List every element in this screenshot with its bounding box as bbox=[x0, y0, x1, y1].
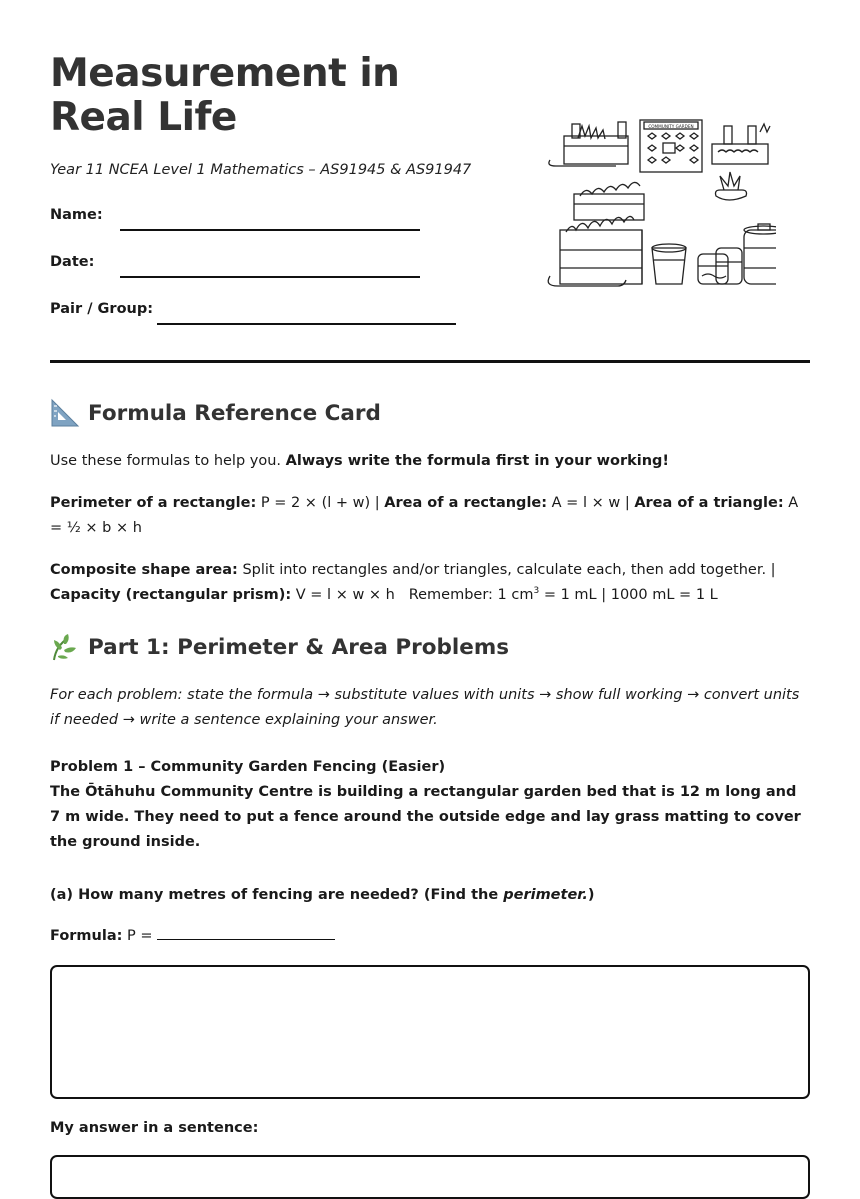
date-label: Date: bbox=[50, 254, 95, 270]
formula-card-title: Formula Reference Card bbox=[88, 400, 381, 426]
part1-instructions: For each problem: state the formula → substitute values with units → show full working → convert units if needed → write a sentence explaining your answer. bbox=[50, 687, 800, 728]
working-box[interactable] bbox=[50, 965, 810, 1099]
set-square-icon bbox=[50, 398, 80, 428]
barrel bbox=[744, 224, 776, 284]
formula-card-heading bbox=[50, 398, 381, 428]
question-a bbox=[50, 883, 810, 908]
question-a-keyword: perimeter. bbox=[503, 887, 588, 903]
perimeter-label: Perimeter of a rectangle: bbox=[50, 495, 257, 511]
composite-text: Split into rectangles and/or triangles, calculate each, then add together. bbox=[242, 562, 767, 578]
reminder-prefix: Remember: 1 cm bbox=[408, 587, 534, 603]
formula-intro-emphasis: Always write the formula first in your working! bbox=[285, 453, 670, 469]
area-rect-label: Area of a rectangle: bbox=[384, 495, 548, 511]
area-tri-formula: A = ½ × b × h bbox=[50, 495, 799, 536]
part1-title: Part 1: Perimeter & Area Problems bbox=[88, 634, 510, 660]
reminder-superscript: 3 bbox=[533, 586, 540, 597]
page-subtitle: Year 11 NCEA Level 1 Mathematics – AS91945 & AS91947 bbox=[50, 162, 472, 178]
area-tri-label: Area of a triangle: bbox=[634, 495, 784, 511]
planter-top-right bbox=[712, 124, 770, 164]
leaf-icon bbox=[50, 632, 80, 662]
formula-prompt bbox=[50, 924, 810, 949]
group-field[interactable] bbox=[157, 323, 456, 325]
problem1-title: Problem 1 – Community Garden Fencing (Easier) bbox=[50, 759, 446, 775]
group-label: Pair / Group: bbox=[50, 301, 154, 317]
header-divider bbox=[50, 360, 810, 363]
formula-prefix: P = bbox=[127, 928, 153, 944]
part1-heading bbox=[50, 632, 509, 662]
question-a-prefix: (a) How many metres of fencing are needed? (Find the bbox=[50, 887, 504, 903]
garden-sign bbox=[640, 120, 702, 172]
reminder-suffix: = 1 mL bbox=[539, 587, 597, 603]
capacity-formula: V = l × w × h bbox=[295, 587, 395, 603]
page-title: Measurement in Real Life bbox=[50, 51, 400, 140]
separator: | bbox=[624, 495, 630, 511]
question-a-suffix: ) bbox=[587, 887, 595, 903]
problem1-text: The Ōtāhuhu Community Centre is building a rectangular garden bed that is 12 m long and 7 m wide. They need to put a fence around the outside edge and lay grass matting to cover the ground inside. bbox=[50, 784, 801, 850]
separator: | bbox=[601, 587, 607, 603]
separator: | bbox=[374, 495, 380, 511]
small-plant bbox=[716, 172, 747, 200]
capacity-label: Capacity (rectangular prism): bbox=[50, 587, 292, 603]
formula-list-basic bbox=[50, 491, 810, 541]
composite-label: Composite shape area: bbox=[50, 562, 238, 578]
community-garden-illustration bbox=[544, 116, 776, 292]
answer-sentence-box[interactable] bbox=[50, 1155, 810, 1199]
planter-middle bbox=[574, 182, 644, 220]
volume-conversion: 1000 mL = 1 L bbox=[610, 587, 718, 603]
garden-sign-text: COMMUNITY GARDEN bbox=[648, 124, 694, 129]
problem1 bbox=[50, 755, 810, 855]
date-field[interactable] bbox=[120, 276, 420, 278]
perimeter-formula: P = 2 × (l + w) bbox=[260, 495, 371, 511]
name-label: Name: bbox=[50, 207, 103, 223]
formula-intro-text: Use these formulas to help you. bbox=[50, 453, 286, 469]
separator: | bbox=[770, 562, 776, 578]
formula-intro bbox=[50, 449, 810, 474]
area-rect-formula: A = l × w bbox=[551, 495, 621, 511]
formula-blank[interactable] bbox=[157, 925, 335, 940]
bucket bbox=[652, 244, 686, 284]
unit-reminder bbox=[409, 587, 597, 603]
planter-bottom bbox=[548, 216, 642, 286]
answer-sentence-label: My answer in a sentence: bbox=[50, 1120, 259, 1136]
formula-list-advanced bbox=[50, 558, 810, 608]
jars bbox=[698, 248, 742, 284]
formula-label: Formula: bbox=[50, 928, 123, 944]
name-field[interactable] bbox=[120, 229, 420, 231]
planter-top-left bbox=[549, 122, 628, 166]
